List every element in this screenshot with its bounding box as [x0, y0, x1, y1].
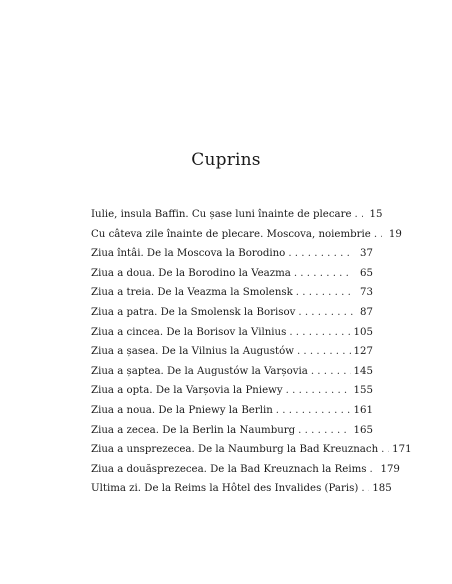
toc-entry-title: Ziua întâi. De la Moscova la Borodino — [91, 248, 286, 260]
toc-entry — [91, 444, 412, 464]
dot-leader — [288, 248, 353, 259]
toc-entry-title: Ziua a șasea. De la Vilnius la Augustów — [91, 346, 294, 358]
toc-entry-page: 65 — [360, 267, 373, 279]
dot-leader — [276, 405, 351, 416]
toc-entry — [91, 425, 373, 445]
dot-leader — [361, 483, 369, 494]
toc-entry-page: 15 — [369, 209, 383, 220]
toc-entry-title: Cu câteva zile înainte de plecare. Moscova, noiembrie — [91, 228, 371, 240]
toc-entry — [91, 228, 402, 249]
toc-entry-page: 127 — [353, 346, 373, 358]
toc-entry-title: Ziua a unsprezecea. De la Naumburg la Bad Kreuznach — [91, 444, 379, 456]
toc-entry — [91, 287, 373, 307]
toc-entry-page: 161 — [353, 404, 373, 416]
toc-entry-title: Ziua a noua. De la Pniewy la Berlin — [91, 404, 273, 416]
dot-leader — [289, 327, 350, 338]
toc-entry-page: 37 — [360, 248, 373, 260]
toc-entry-title: Ziua a zecea. De la Berlin la Naumburg — [91, 424, 296, 436]
toc-entry-page: 19 — [388, 228, 402, 240]
toc-entry — [91, 248, 373, 268]
toc-entry — [91, 483, 392, 503]
toc-entry — [91, 209, 383, 229]
dot-leader — [311, 366, 351, 377]
toc-entry-title: Ziua a șaptea. De la Augustów la Varșovia — [91, 365, 308, 377]
dot-leader — [297, 346, 351, 357]
toc-entry-title: Ziua a patra. De la Smolensk la Borisov — [91, 306, 296, 318]
toc-entry-page: 87 — [360, 306, 373, 318]
toc-entry — [91, 346, 373, 366]
toc-entry-title: Ziua a treia. De la Veazma la Smolensk — [91, 287, 293, 299]
dot-leader — [294, 268, 353, 279]
toc-entry-page: 105 — [353, 326, 373, 338]
toc-entry-page: 171 — [392, 444, 412, 456]
page-title: Cuprins — [191, 150, 261, 170]
dot-leader — [369, 464, 377, 475]
toc-entry — [91, 307, 373, 327]
dot-leader — [296, 287, 353, 298]
dot-leader — [355, 209, 363, 220]
toc-entry — [91, 366, 373, 386]
toc-entry — [91, 405, 373, 425]
toc-entry-title: Ziua a doua. De la Borodino la Veazma — [91, 267, 291, 279]
toc-entry — [91, 463, 400, 484]
dot-leader — [286, 385, 351, 396]
toc-entry — [91, 327, 373, 347]
toc-entry-page: 73 — [360, 287, 373, 299]
table-of-contents — [91, 209, 412, 503]
toc-entry-page: 145 — [353, 365, 373, 377]
dot-leader — [298, 307, 353, 318]
toc-entry-title: Ziua a cincea. De la Borisov la Vilnius — [91, 326, 287, 338]
toc-entry — [91, 385, 373, 405]
toc-entry-page: 185 — [372, 483, 392, 495]
toc-entry-page: 165 — [353, 424, 373, 436]
toc-entry-page: 155 — [353, 385, 373, 397]
toc-entry-title: Iulie, insula Baffin. Cu șase luni înainte de plecare — [91, 209, 352, 220]
toc-entry-title: Ultima zi. De la Reims la Hôtel des Invalides (Paris) — [91, 483, 359, 495]
toc-entry-page: 179 — [380, 463, 400, 475]
toc-entry — [91, 268, 373, 288]
dot-leader — [381, 444, 389, 455]
dot-leader — [298, 425, 350, 436]
toc-entry-title: Ziua a douăsprezecea. De la Bad Kreuznach la Reims — [91, 463, 367, 475]
toc-entry-title: Ziua a opta. De la Varșovia la Pniewy — [91, 385, 283, 397]
dot-leader — [374, 229, 382, 240]
